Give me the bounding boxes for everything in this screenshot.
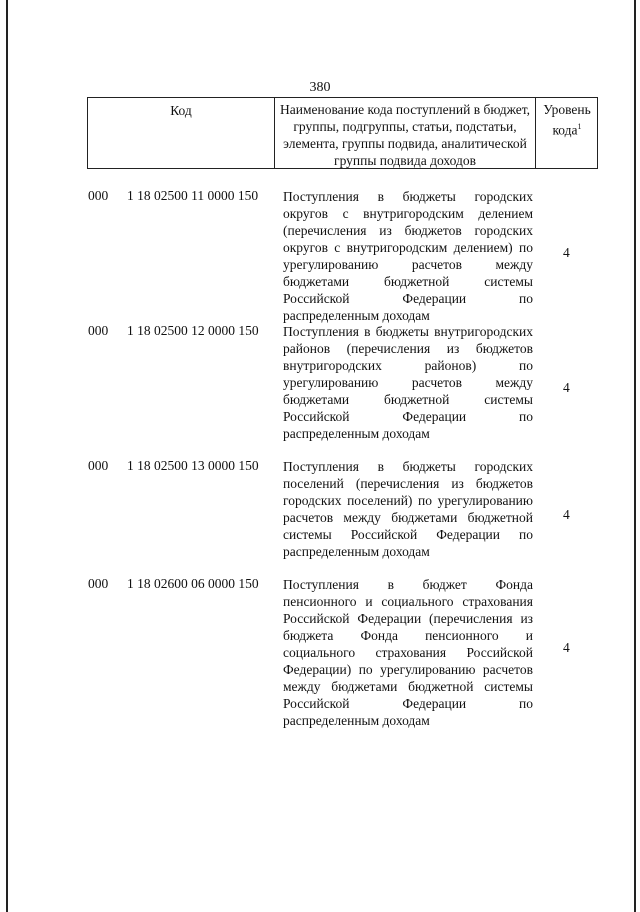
admin-code: 000 <box>88 458 109 473</box>
row-description: Поступления в бюджеты городских поселений (перечисления из бюджетов городских поселений) по урегулированию расчетов между бюджетами бюджетной системы Российской Федерации по распределенным доходам <box>283 459 533 559</box>
admin-code: 000 <box>88 576 109 591</box>
row-level: 4 <box>563 245 570 260</box>
header-level-footnote: 1 <box>577 122 582 131</box>
row-level: 4 <box>563 380 570 395</box>
row-description: Поступления в бюджеты внутригородских районов (перечисления из бюджетов внутригородских районов) по урегулированию расчетов между бюджетами бюджетной системы Российской Федерации по распределенным доходам <box>283 324 533 441</box>
budget-code: 1 18 02500 13 0000 150 <box>127 458 259 473</box>
row-description: Поступления в бюджеты городских округов с внутригородским делением (перечисления из бюджетов городских округов с внутригородским делением) по урегулированию расчетов между бюджетами бюджетной системы Российской Федерации по распределенным доходам <box>283 189 533 323</box>
admin-code: 000 <box>88 323 109 338</box>
admin-code: 000 <box>88 188 109 203</box>
row-level: 4 <box>563 507 570 522</box>
row-description: Поступления в бюджет Фонда пенсионного и социального страхования Российской Федерации (перечисления из бюджета Фонда пенсионного и социального страхования Российской Федерации) по урегулированию расчетов между бюджетами бюджетной системы Российской Федерации по распределенным доходам <box>283 577 533 728</box>
budget-code: 1 18 02500 11 0000 150 <box>127 188 259 203</box>
budget-code: 1 18 02500 12 0000 150 <box>127 323 259 338</box>
header-level <box>536 98 598 168</box>
page-edge-right <box>634 0 636 912</box>
row-level: 4 <box>563 640 570 655</box>
page-edge-left <box>6 0 8 912</box>
page-number: 380 <box>309 80 331 95</box>
budget-code: 1 18 02600 06 0000 150 <box>127 576 259 591</box>
header-code: Код <box>170 103 192 118</box>
header-level-label: Уровень кода <box>543 102 591 138</box>
table-header <box>87 97 598 169</box>
header-name: Наименование кода поступлений в бюджет, группы, подгруппы, статьи, подстатьи, элемента, группы подвида, аналитической группы подвида доходов <box>274 98 536 168</box>
